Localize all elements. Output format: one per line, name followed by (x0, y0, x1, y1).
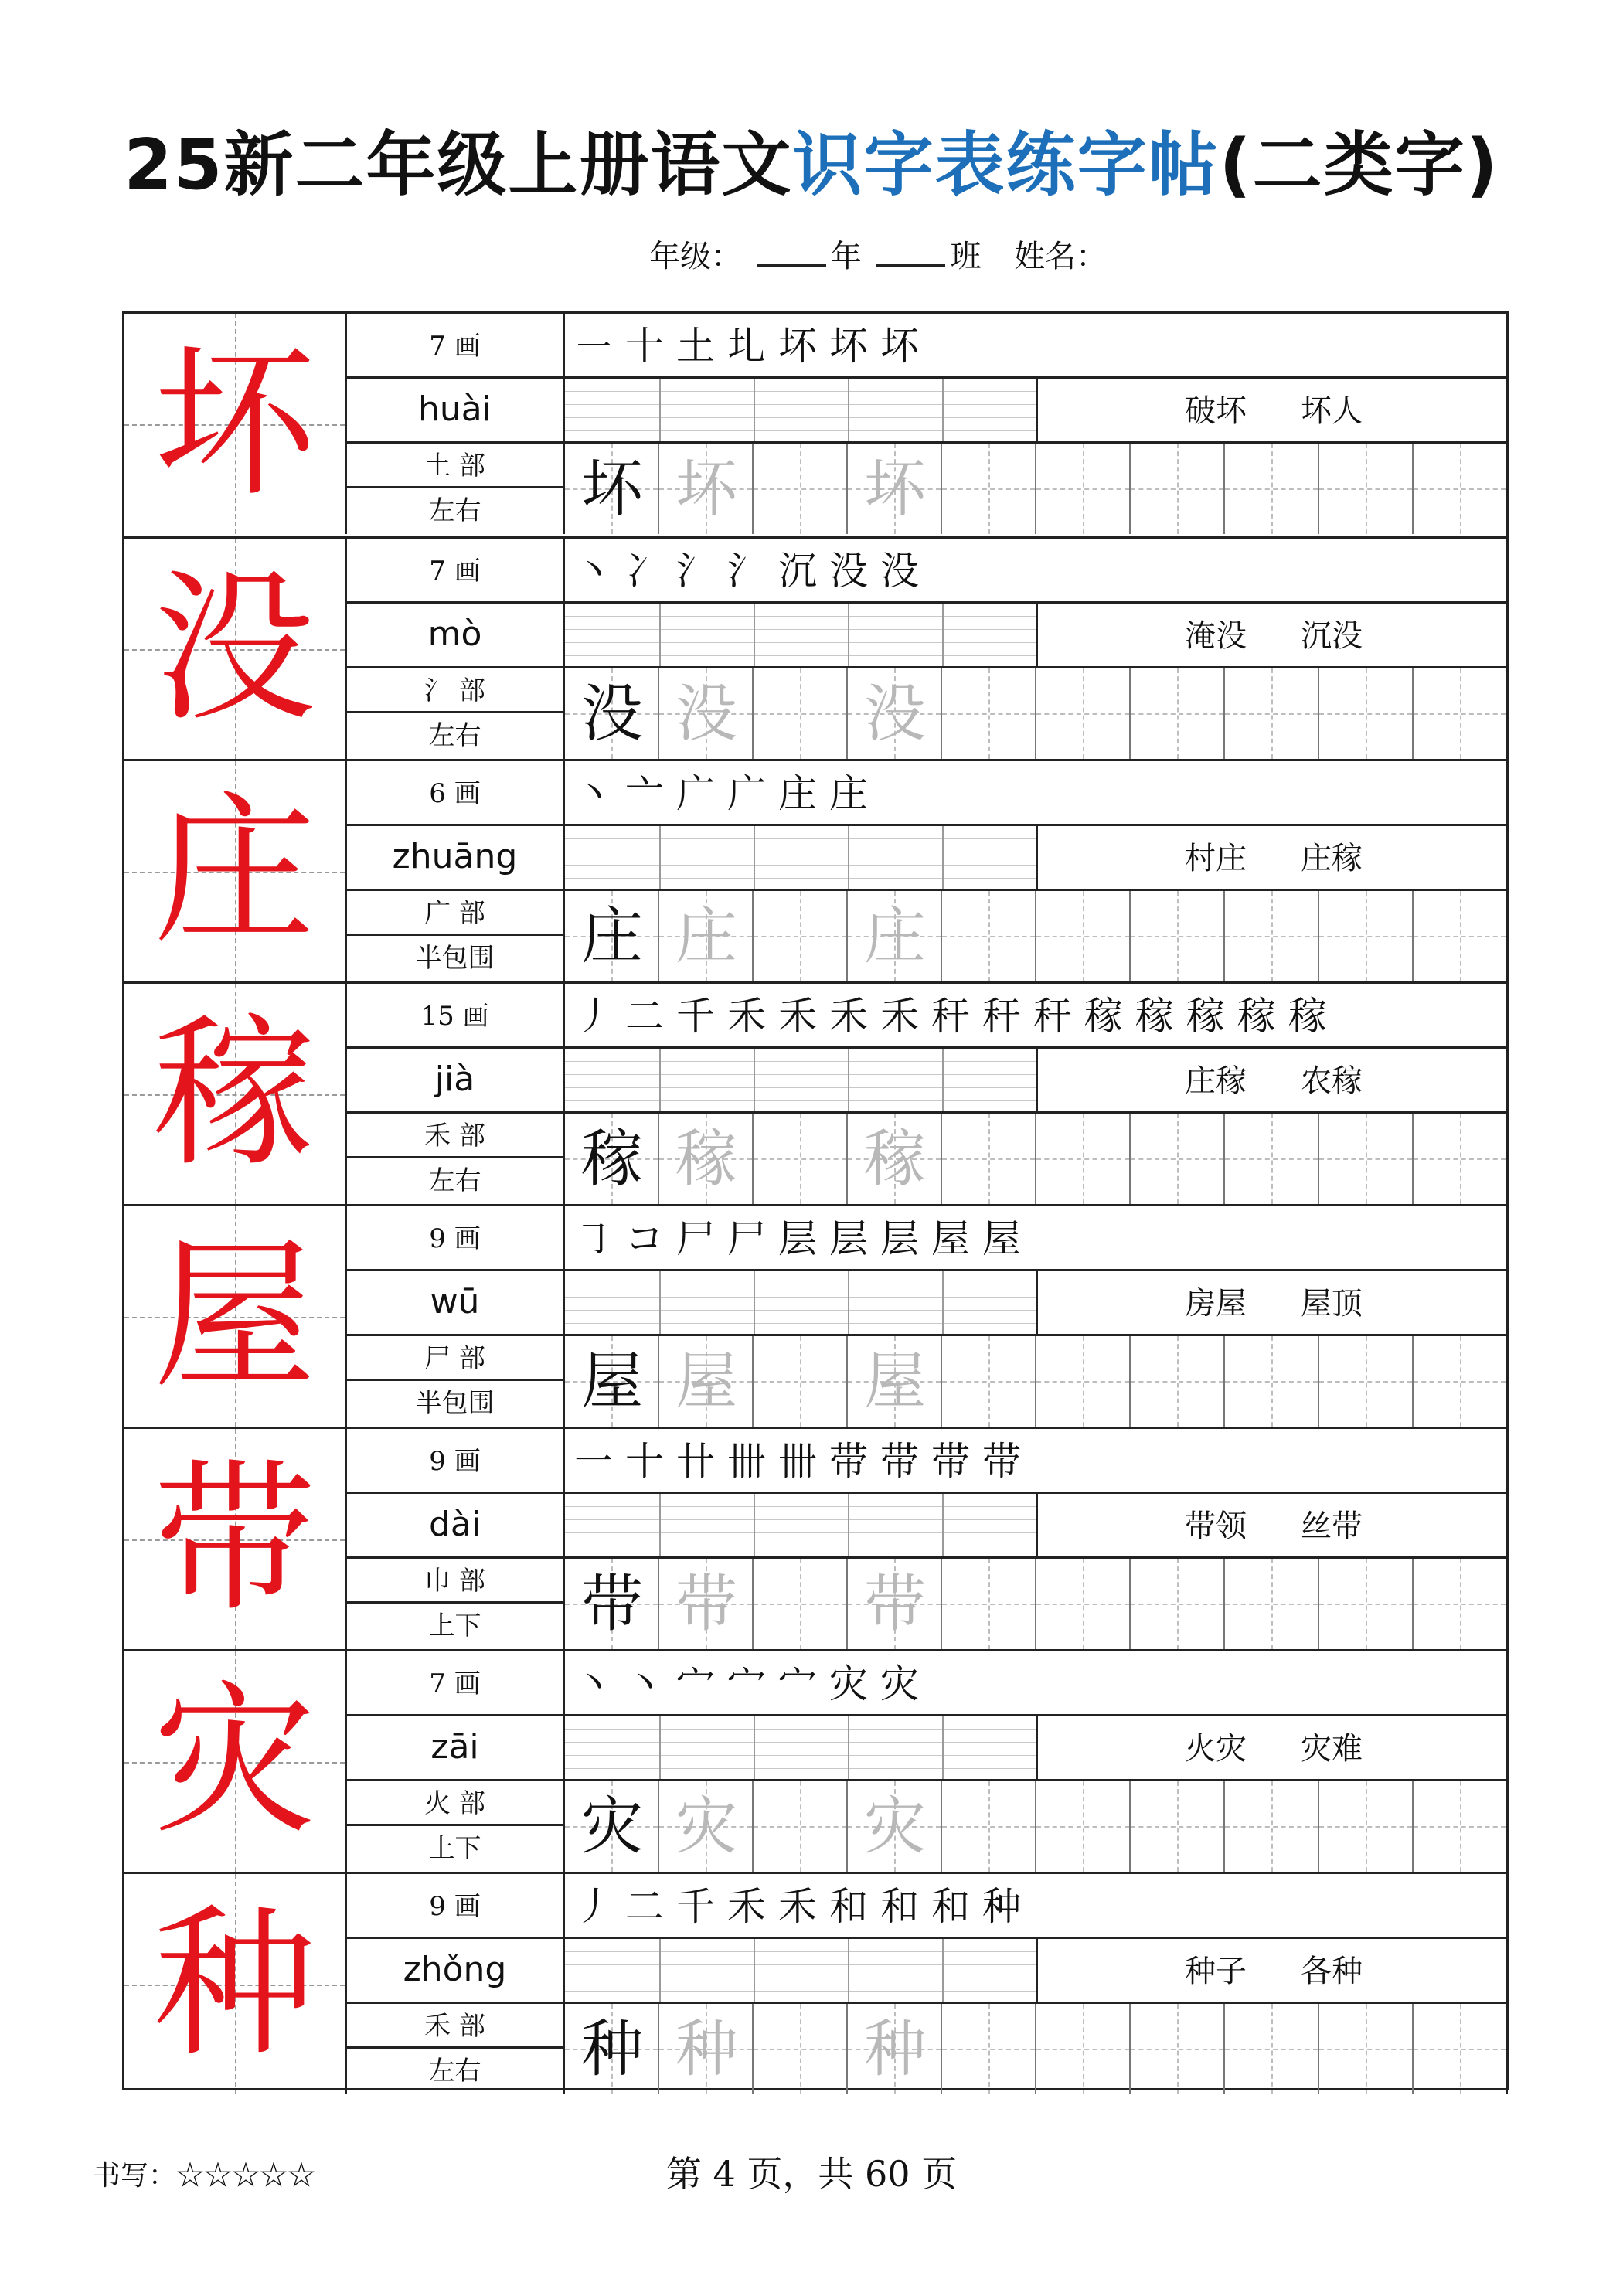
practice-cell[interactable] (1414, 891, 1508, 981)
tracing-grid (565, 1336, 1506, 1427)
big-character-cell (124, 1206, 347, 1427)
stroke-step: 十 (625, 324, 664, 369)
practice-cell[interactable] (565, 1781, 659, 1872)
pinyin: huài (347, 379, 563, 444)
practice-cell[interactable] (659, 1336, 754, 1427)
pinyin: wū (347, 1271, 563, 1336)
stroke-step: 十 (625, 1439, 664, 1484)
stroke-step: 卌 (778, 1439, 817, 1484)
practice-cell[interactable] (1036, 444, 1131, 534)
practice-cell[interactable] (659, 891, 754, 981)
character-info (347, 1651, 565, 1872)
model-character: 屋 (581, 1345, 643, 1417)
name-label: 姓名： (1014, 239, 1108, 274)
example-word: 破坏 (1185, 393, 1247, 429)
stroke-step: 禾 (880, 994, 919, 1039)
stroke-count: 7 画 (347, 314, 563, 379)
character-entry (124, 1649, 1506, 1872)
pinyin-practice-lines[interactable] (565, 1494, 1038, 1559)
example-word: 庄稼 (1301, 841, 1363, 876)
stroke-step: 二 (625, 1884, 664, 1929)
trace-character: 坏 (864, 453, 926, 525)
radical: 尸 部 (347, 1336, 563, 1381)
stroke-step: 卄 (676, 1439, 715, 1484)
stroke-step: 广 (676, 771, 715, 816)
practice-cell[interactable] (1414, 1781, 1508, 1872)
practice-cell[interactable] (1036, 891, 1131, 981)
practice-cell[interactable] (848, 1336, 942, 1427)
tracing-grid (565, 891, 1506, 981)
stroke-order (565, 761, 1506, 826)
pinyin: zāi (347, 1716, 563, 1781)
practice-cell[interactable] (1225, 891, 1319, 981)
practice-cell[interactable] (1131, 2004, 1225, 2094)
big-character-cell (124, 1874, 347, 2094)
pinyin: zhuāng (347, 826, 563, 891)
practice-cell[interactable] (848, 1781, 942, 1872)
stroke-step: 圠 (727, 324, 766, 369)
practice-cell[interactable] (565, 1559, 659, 1649)
tracing-grid (565, 1559, 1506, 1649)
practice-cell[interactable] (1036, 2004, 1131, 2094)
practice-cell[interactable] (1414, 1336, 1508, 1427)
big-character-cell (124, 314, 347, 534)
stroke-step: 坏 (829, 324, 868, 369)
stroke-order (565, 539, 1506, 604)
practice-cell[interactable] (565, 1114, 659, 1204)
character-info (347, 539, 565, 759)
stroke-step: 和 (931, 1884, 970, 1929)
practice-cell[interactable] (659, 1781, 754, 1872)
stroke-step: 种 (982, 1884, 1021, 1929)
stroke-order (565, 984, 1506, 1049)
stroke-step: 层 (829, 1216, 868, 1261)
structure: 左右 (428, 1165, 481, 1196)
example-word: 种子 (1185, 1954, 1247, 1989)
stroke-step: 和 (880, 1884, 919, 1929)
practice-cell[interactable] (659, 668, 754, 759)
practice-cell[interactable] (659, 444, 754, 534)
model-character: 没 (581, 678, 643, 750)
big-character: 种 (153, 1890, 316, 2079)
example-word: 房屋 (1185, 1286, 1247, 1321)
stroke-step: 层 (778, 1216, 817, 1261)
stroke-step: 禾 (727, 994, 766, 1039)
big-character-cell (124, 1429, 347, 1649)
character-entry (124, 1872, 1506, 2094)
model-character: 种 (581, 2013, 643, 2085)
example-word: 淹没 (1185, 618, 1247, 654)
stroke-count: 9 画 (347, 1874, 563, 1939)
stroke-step: 土 (676, 324, 715, 369)
practice-cell[interactable] (1319, 668, 1414, 759)
practice-cell[interactable] (848, 891, 942, 981)
trace-character: 稼 (675, 1123, 737, 1195)
practice-cell[interactable] (1319, 1559, 1414, 1649)
big-character-cell (124, 984, 347, 1204)
character-entry (124, 759, 1506, 981)
stroke-step: ㇆ (574, 1216, 613, 1261)
grade-blank[interactable] (757, 264, 826, 267)
practice-cell[interactable] (942, 668, 1036, 759)
practice-cell[interactable] (1414, 1114, 1508, 1204)
pinyin: jià (347, 1049, 563, 1114)
character-entry (124, 314, 1506, 536)
stroke-step: 禾 (778, 1884, 817, 1929)
pinyin: mò (347, 604, 563, 668)
trace-character: 没 (675, 678, 737, 750)
trace-character: 种 (864, 2013, 926, 2085)
structure: 左右 (428, 495, 481, 526)
trace-character: 坏 (675, 453, 737, 525)
stroke-step: 尸 (727, 1216, 766, 1261)
model-character: 坏 (581, 453, 643, 525)
big-character-cell (124, 539, 347, 759)
trace-character: 庄 (675, 900, 737, 972)
character-info (347, 1874, 565, 2094)
stroke-order (565, 1206, 1506, 1271)
example-words (1038, 604, 1506, 668)
stroke-step: 稼 (1186, 994, 1225, 1039)
pinyin-practice-lines[interactable] (565, 1271, 1038, 1336)
practice-cell[interactable] (754, 444, 848, 534)
class-label: 班 (950, 239, 982, 274)
stroke-step: 千 (676, 1884, 715, 1929)
practice-cell[interactable] (1131, 891, 1225, 981)
stroke-step: 带 (880, 1439, 919, 1484)
stroke-step: 秆 (982, 994, 1021, 1039)
character-info (347, 314, 565, 534)
stroke-order (565, 1429, 1506, 1494)
practice-cell[interactable] (1036, 1781, 1131, 1872)
trace-character: 带 (675, 1568, 737, 1640)
model-character: 庄 (581, 900, 643, 972)
example-words (1038, 1494, 1506, 1559)
tracing-grid (565, 2004, 1506, 2094)
trace-character: 带 (864, 1568, 926, 1640)
practice-cell[interactable] (1131, 668, 1225, 759)
practice-cell[interactable] (1414, 1559, 1508, 1649)
writing-rating: 书写：☆☆☆☆☆ (93, 2160, 316, 2192)
practice-cell[interactable] (1225, 1336, 1319, 1427)
stroke-step: 禾 (727, 1884, 766, 1929)
structure: 上下 (428, 1611, 481, 1641)
practice-cell[interactable] (1131, 1336, 1225, 1427)
pinyin-practice-lines[interactable] (565, 1049, 1038, 1114)
title-highlight: 识字表练字帖 (792, 124, 1220, 206)
stroke-step: 带 (829, 1439, 868, 1484)
stroke-step: 卌 (727, 1439, 766, 1484)
big-character-cell (124, 1651, 347, 1872)
stroke-step: 坏 (778, 324, 817, 369)
practice-cell[interactable] (848, 1559, 942, 1649)
trace-character: 庄 (864, 900, 926, 972)
practice-cell[interactable] (1414, 2004, 1508, 2094)
practice-cell[interactable] (942, 1336, 1036, 1427)
practice-cell[interactable] (1414, 668, 1508, 759)
character-info (347, 1429, 565, 1649)
practice-cell[interactable] (1131, 1781, 1225, 1872)
stroke-step: 广 (727, 771, 766, 816)
practice-cell[interactable] (1319, 444, 1414, 534)
stroke-step: 灾 (829, 1662, 868, 1706)
practice-cell[interactable] (1319, 891, 1414, 981)
practice-cell[interactable] (754, 1336, 848, 1427)
stroke-step: 禾 (829, 994, 868, 1039)
trace-character: 没 (864, 678, 926, 750)
stroke-step: 一 (574, 1439, 613, 1484)
example-words (1038, 379, 1506, 444)
character-entry (124, 1204, 1506, 1427)
example-word: 农稼 (1301, 1063, 1363, 1099)
practice-cell[interactable] (848, 444, 942, 534)
stroke-order (565, 1874, 1506, 1939)
radical: 广 部 (347, 891, 563, 936)
stroke-step: 庄 (778, 771, 817, 816)
big-character: 坏 (153, 329, 316, 519)
tracing-grid (565, 1781, 1506, 1872)
example-word: 灾难 (1301, 1731, 1363, 1767)
stroke-step: 亠 (625, 771, 664, 816)
stroke-count: 6 画 (347, 761, 563, 826)
structure: 半包围 (415, 1388, 495, 1419)
pinyin: zhǒng (347, 1939, 563, 2004)
pinyin-practice-lines[interactable] (565, 826, 1038, 891)
stroke-step: 尸 (676, 1216, 715, 1261)
tracing-grid (565, 444, 1506, 534)
stroke-step: 带 (982, 1439, 1021, 1484)
practice-cell[interactable] (848, 1114, 942, 1204)
practice-cell[interactable] (1319, 2004, 1414, 2094)
stroke-step: 灾 (880, 1662, 919, 1706)
structure: 半包围 (415, 943, 495, 974)
stroke-step: 二 (625, 994, 664, 1039)
example-word: 带领 (1185, 1509, 1247, 1544)
practice-cell[interactable] (1225, 444, 1319, 534)
example-words (1038, 1939, 1506, 2004)
character-entry (124, 536, 1506, 759)
practice-cell[interactable] (942, 2004, 1036, 2094)
trace-character: 灾 (675, 1791, 737, 1862)
model-character: 稼 (581, 1123, 643, 1195)
practice-cell[interactable] (1414, 444, 1508, 534)
practice-cell[interactable] (1319, 1114, 1414, 1204)
practice-cell[interactable] (1319, 1781, 1414, 1872)
stroke-step: 丿 (574, 994, 613, 1039)
example-word: 村庄 (1185, 841, 1247, 876)
practice-cell[interactable] (1225, 2004, 1319, 2094)
practice-cell[interactable] (1225, 1559, 1319, 1649)
radical: 禾 部 (347, 1114, 563, 1158)
stroke-step: 秆 (1033, 994, 1072, 1039)
class-blank[interactable] (876, 264, 945, 267)
stroke-step: 宀 (778, 1662, 817, 1706)
practice-cell[interactable] (942, 1781, 1036, 1872)
pinyin-practice-lines[interactable] (565, 1939, 1038, 2004)
example-word: 各种 (1301, 1954, 1363, 1989)
stroke-step: 稼 (1288, 994, 1327, 1039)
stroke-step: 沉 (778, 549, 817, 594)
pinyin-practice-lines[interactable] (565, 604, 1038, 668)
trace-character: 屋 (675, 1345, 737, 1417)
stroke-step: 丶 (574, 1662, 613, 1706)
practice-cell[interactable] (659, 2004, 754, 2094)
practice-cell[interactable] (565, 2004, 659, 2094)
stroke-step: 丿 (574, 1884, 613, 1929)
practice-cell[interactable] (1225, 1114, 1319, 1204)
practice-cell[interactable] (565, 1336, 659, 1427)
stroke-step: 没 (829, 549, 868, 594)
stroke-count: 9 画 (347, 1206, 563, 1271)
stroke-step: 丶 (625, 1662, 664, 1706)
trace-character: 稼 (864, 1123, 926, 1195)
practice-cell[interactable] (1225, 1781, 1319, 1872)
trace-character: 屋 (864, 1345, 926, 1417)
stroke-step: 禾 (778, 994, 817, 1039)
big-character: 屋 (153, 1222, 316, 1411)
practice-cell[interactable] (848, 668, 942, 759)
stroke-step: 冫 (625, 549, 664, 594)
stroke-step: 坏 (880, 324, 919, 369)
stroke-step: 宀 (676, 1662, 715, 1706)
stroke-step: ㇐ (574, 324, 613, 369)
practice-cell[interactable] (1131, 1559, 1225, 1649)
example-words (1038, 826, 1506, 891)
practice-cell[interactable] (942, 891, 1036, 981)
model-character: 灾 (581, 1791, 643, 1862)
practice-cell[interactable] (754, 1559, 848, 1649)
stroke-count: 9 画 (347, 1429, 563, 1494)
practice-cell[interactable] (659, 1114, 754, 1204)
big-character: 灾 (153, 1667, 316, 1856)
trace-character: 灾 (864, 1791, 926, 1862)
practice-cell[interactable] (942, 1114, 1036, 1204)
grade-label: 年级： (649, 239, 742, 274)
practice-cell[interactable] (1131, 1114, 1225, 1204)
character-entry (124, 981, 1506, 1204)
practice-cell[interactable] (1131, 444, 1225, 534)
practice-cell[interactable] (1036, 1559, 1131, 1649)
practice-cell[interactable] (565, 444, 659, 534)
stroke-step: 庄 (829, 771, 868, 816)
stroke-step: 稼 (1084, 994, 1123, 1039)
year-label: 年 (830, 239, 862, 274)
class-info-line (649, 232, 1107, 276)
stroke-count: 15 画 (347, 984, 563, 1049)
stroke-step: 没 (880, 549, 919, 594)
character-info (347, 1206, 565, 1427)
stroke-step: 宀 (727, 1662, 766, 1706)
radical: 巾 部 (347, 1559, 563, 1604)
stroke-order (565, 314, 1506, 379)
stroke-step: 稼 (1135, 994, 1174, 1039)
example-words (1038, 1271, 1506, 1336)
practice-cell[interactable] (1319, 1336, 1414, 1427)
stroke-step: 秆 (931, 994, 970, 1039)
example-word: 庄稼 (1185, 1063, 1247, 1099)
practice-cell[interactable] (754, 668, 848, 759)
practice-cell[interactable] (565, 668, 659, 759)
character-entry (124, 1427, 1506, 1649)
practice-cell[interactable] (848, 2004, 942, 2094)
practice-cell[interactable] (754, 2004, 848, 2094)
practice-cell[interactable] (659, 1559, 754, 1649)
stroke-count: 7 画 (347, 539, 563, 604)
structure: 上下 (428, 1833, 481, 1864)
stroke-count: 7 画 (347, 1651, 563, 1716)
example-word: 沉没 (1301, 618, 1363, 654)
radical: 禾 部 (347, 2004, 563, 2049)
practice-cell[interactable] (1036, 1336, 1131, 1427)
practice-sheet (122, 311, 1509, 2090)
stroke-order (565, 1651, 1506, 1716)
example-word: 火灾 (1185, 1731, 1247, 1767)
stroke-step: 氵 (676, 549, 715, 594)
stroke-step: 带 (931, 1439, 970, 1484)
stroke-step: 和 (829, 1884, 868, 1929)
page-title (0, 108, 1623, 209)
stroke-step: 丶 (574, 549, 613, 594)
character-info (347, 761, 565, 981)
page-number: 第 4 页，共 60 页 (665, 2153, 958, 2195)
radical: 氵 部 (347, 668, 563, 713)
tracing-grid (565, 668, 1506, 759)
big-character: 没 (153, 554, 316, 743)
character-info (347, 984, 565, 1204)
pinyin-practice-lines[interactable] (565, 379, 1038, 444)
title-suffix: (二类字) (1219, 124, 1499, 206)
structure: 左右 (428, 720, 481, 751)
stroke-step: 稼 (1237, 994, 1276, 1039)
practice-cell[interactable] (754, 1781, 848, 1872)
model-character: 带 (581, 1568, 643, 1640)
stroke-step: 氵 (727, 549, 766, 594)
radical: 火 部 (347, 1781, 563, 1826)
example-word: 坏人 (1301, 393, 1363, 429)
title-prefix: 25新二年级上册语文 (124, 124, 793, 206)
radical: 土 部 (347, 444, 563, 488)
big-character: 稼 (153, 999, 316, 1189)
example-word: 屋顶 (1301, 1286, 1363, 1321)
practice-cell[interactable] (1036, 1114, 1131, 1204)
stroke-step: 千 (676, 994, 715, 1039)
pinyin: dài (347, 1494, 563, 1559)
big-character: 带 (153, 1444, 316, 1634)
practice-cell[interactable] (1225, 668, 1319, 759)
example-word: 丝带 (1301, 1509, 1363, 1544)
practice-cell[interactable] (565, 891, 659, 981)
structure: 左右 (428, 2056, 481, 2087)
example-words (1038, 1716, 1506, 1781)
practice-cell[interactable] (942, 1559, 1036, 1649)
practice-cell[interactable] (754, 891, 848, 981)
stroke-step: 丶 (574, 771, 613, 816)
practice-cell[interactable] (942, 444, 1036, 534)
big-character-cell (124, 761, 347, 981)
practice-cell[interactable] (1036, 668, 1131, 759)
practice-cell[interactable] (754, 1114, 848, 1204)
big-character: 庄 (153, 777, 316, 966)
stroke-step: 层 (880, 1216, 919, 1261)
trace-character: 种 (675, 2013, 737, 2085)
tracing-grid (565, 1114, 1506, 1204)
stroke-step: 屋 (982, 1216, 1021, 1261)
stroke-step: 屋 (931, 1216, 970, 1261)
pinyin-practice-lines[interactable] (565, 1716, 1038, 1781)
example-words (1038, 1049, 1506, 1114)
stroke-step: コ (625, 1216, 664, 1261)
